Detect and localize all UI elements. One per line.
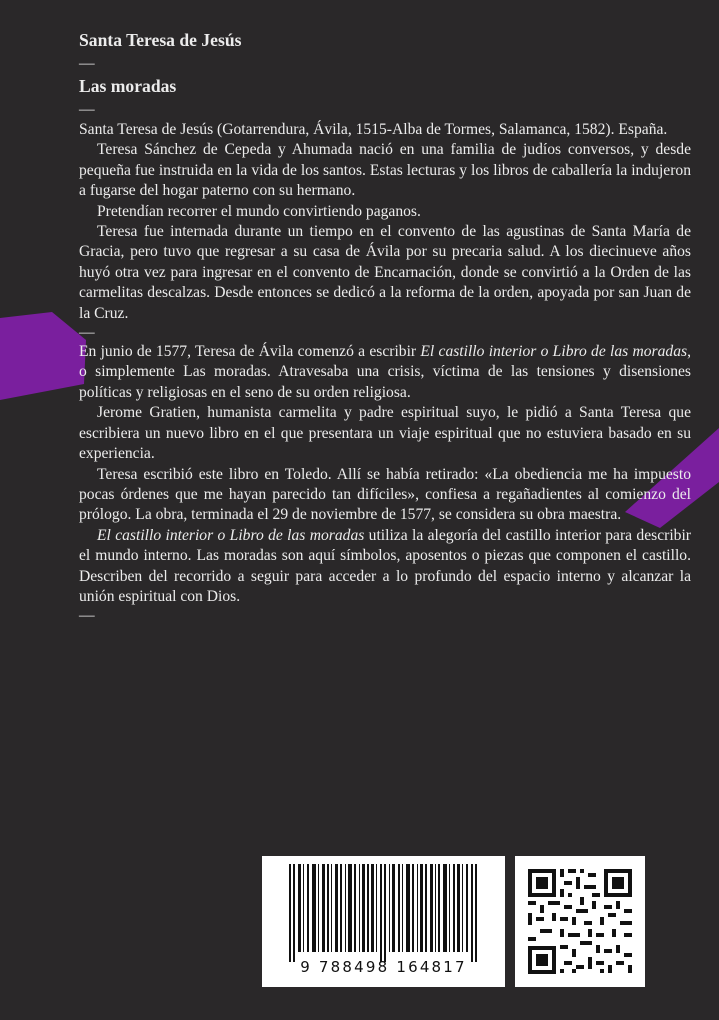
book-paragraph: Jerome Gratien, humanista carmelita y padre espiritual suyo, le pidió a Santa Teresa que escribiera un nuevo libro en el que presentara un viaje espiritual que no estuviera basado en su experiencia. <box>79 404 691 463</box>
bio-paragraph: Teresa fue internada durante un tiempo en el convento de las agustinas de Santa María de Gracia, pero tuvo que regresar a su casa de Ávila por su precaria salud. A los diecinueve años huyó otra vez para ingresar en el convento de Encarnación, donde se convirtió a la Orden de las carmelitas descalzas. Desde entonces se dedicó a la reforma de la orden, apoyada por san Juan de la Cruz. <box>79 223 691 322</box>
book-paragraph: El castillo interior o Libro de las moradas utiliza la alegoría del castillo interior para describir el mundo interno. Las moradas son aquí símbolos, aposentos o piezas que componen el castillo. Describen del recorrido a seguir para acceder a lo profundo del espacio interno y alcanzar la unión espiritual con Dios. <box>79 526 691 605</box>
back-cover-text <box>79 28 691 625</box>
separator-dash: — <box>79 607 95 625</box>
isbn-barcode <box>262 856 505 987</box>
author-name: Santa Teresa de Jesús <box>79 30 242 50</box>
book-title: Las moradas <box>79 76 177 96</box>
bio-intro: Santa Teresa de Jesús (Gotarrendura, Ávila, 1515-Alba de Tormes, Salamanca, 1582). España. <box>79 121 668 138</box>
separator-dash: — <box>79 55 95 72</box>
book-paragraph: En junio de 1577, Teresa de Ávila comenzó a escribir El castillo interior o Libro de las moradas, o simplemente Las moradas. Atravesaba una crisis, víctima de las tensiones y disensiones políticas y religiosas en el seno de su orden religiosa. <box>79 343 691 401</box>
bio-paragraph: Teresa Sánchez de Cepeda y Ahumada nació en una familia de judíos conversos, y desde pequeña fue instruida en la vida de los santos. Estas lecturas y los libros de caballería la indujeron a fugarse del hogar paterno con su hermano. <box>79 141 691 200</box>
qr-code <box>515 856 645 987</box>
separator-dash: — <box>79 324 95 342</box>
book-title-italic: El castillo interior o Libro de las moradas <box>420 343 688 361</box>
qr-pattern <box>515 856 645 987</box>
isbn-number: 9 788498 164817 <box>300 958 467 976</box>
book-paragraph: Teresa escribió este libro en Toledo. Allí se había retirado: «La obediencia me ha impuesto pocas órdenes que me hayan parecido tan difíciles», confiesa a regañadientes al comienzo del prólogo. La obra, terminada el 29 de noviembre de 1577, se considera su obra maestra. <box>79 465 691 524</box>
book-title-italic: El castillo interior o Libro de las moradas <box>97 526 365 544</box>
separator-dash: — <box>79 101 95 118</box>
bio-paragraph: Pretendían recorrer el mundo convirtiendo paganos. <box>97 202 421 220</box>
